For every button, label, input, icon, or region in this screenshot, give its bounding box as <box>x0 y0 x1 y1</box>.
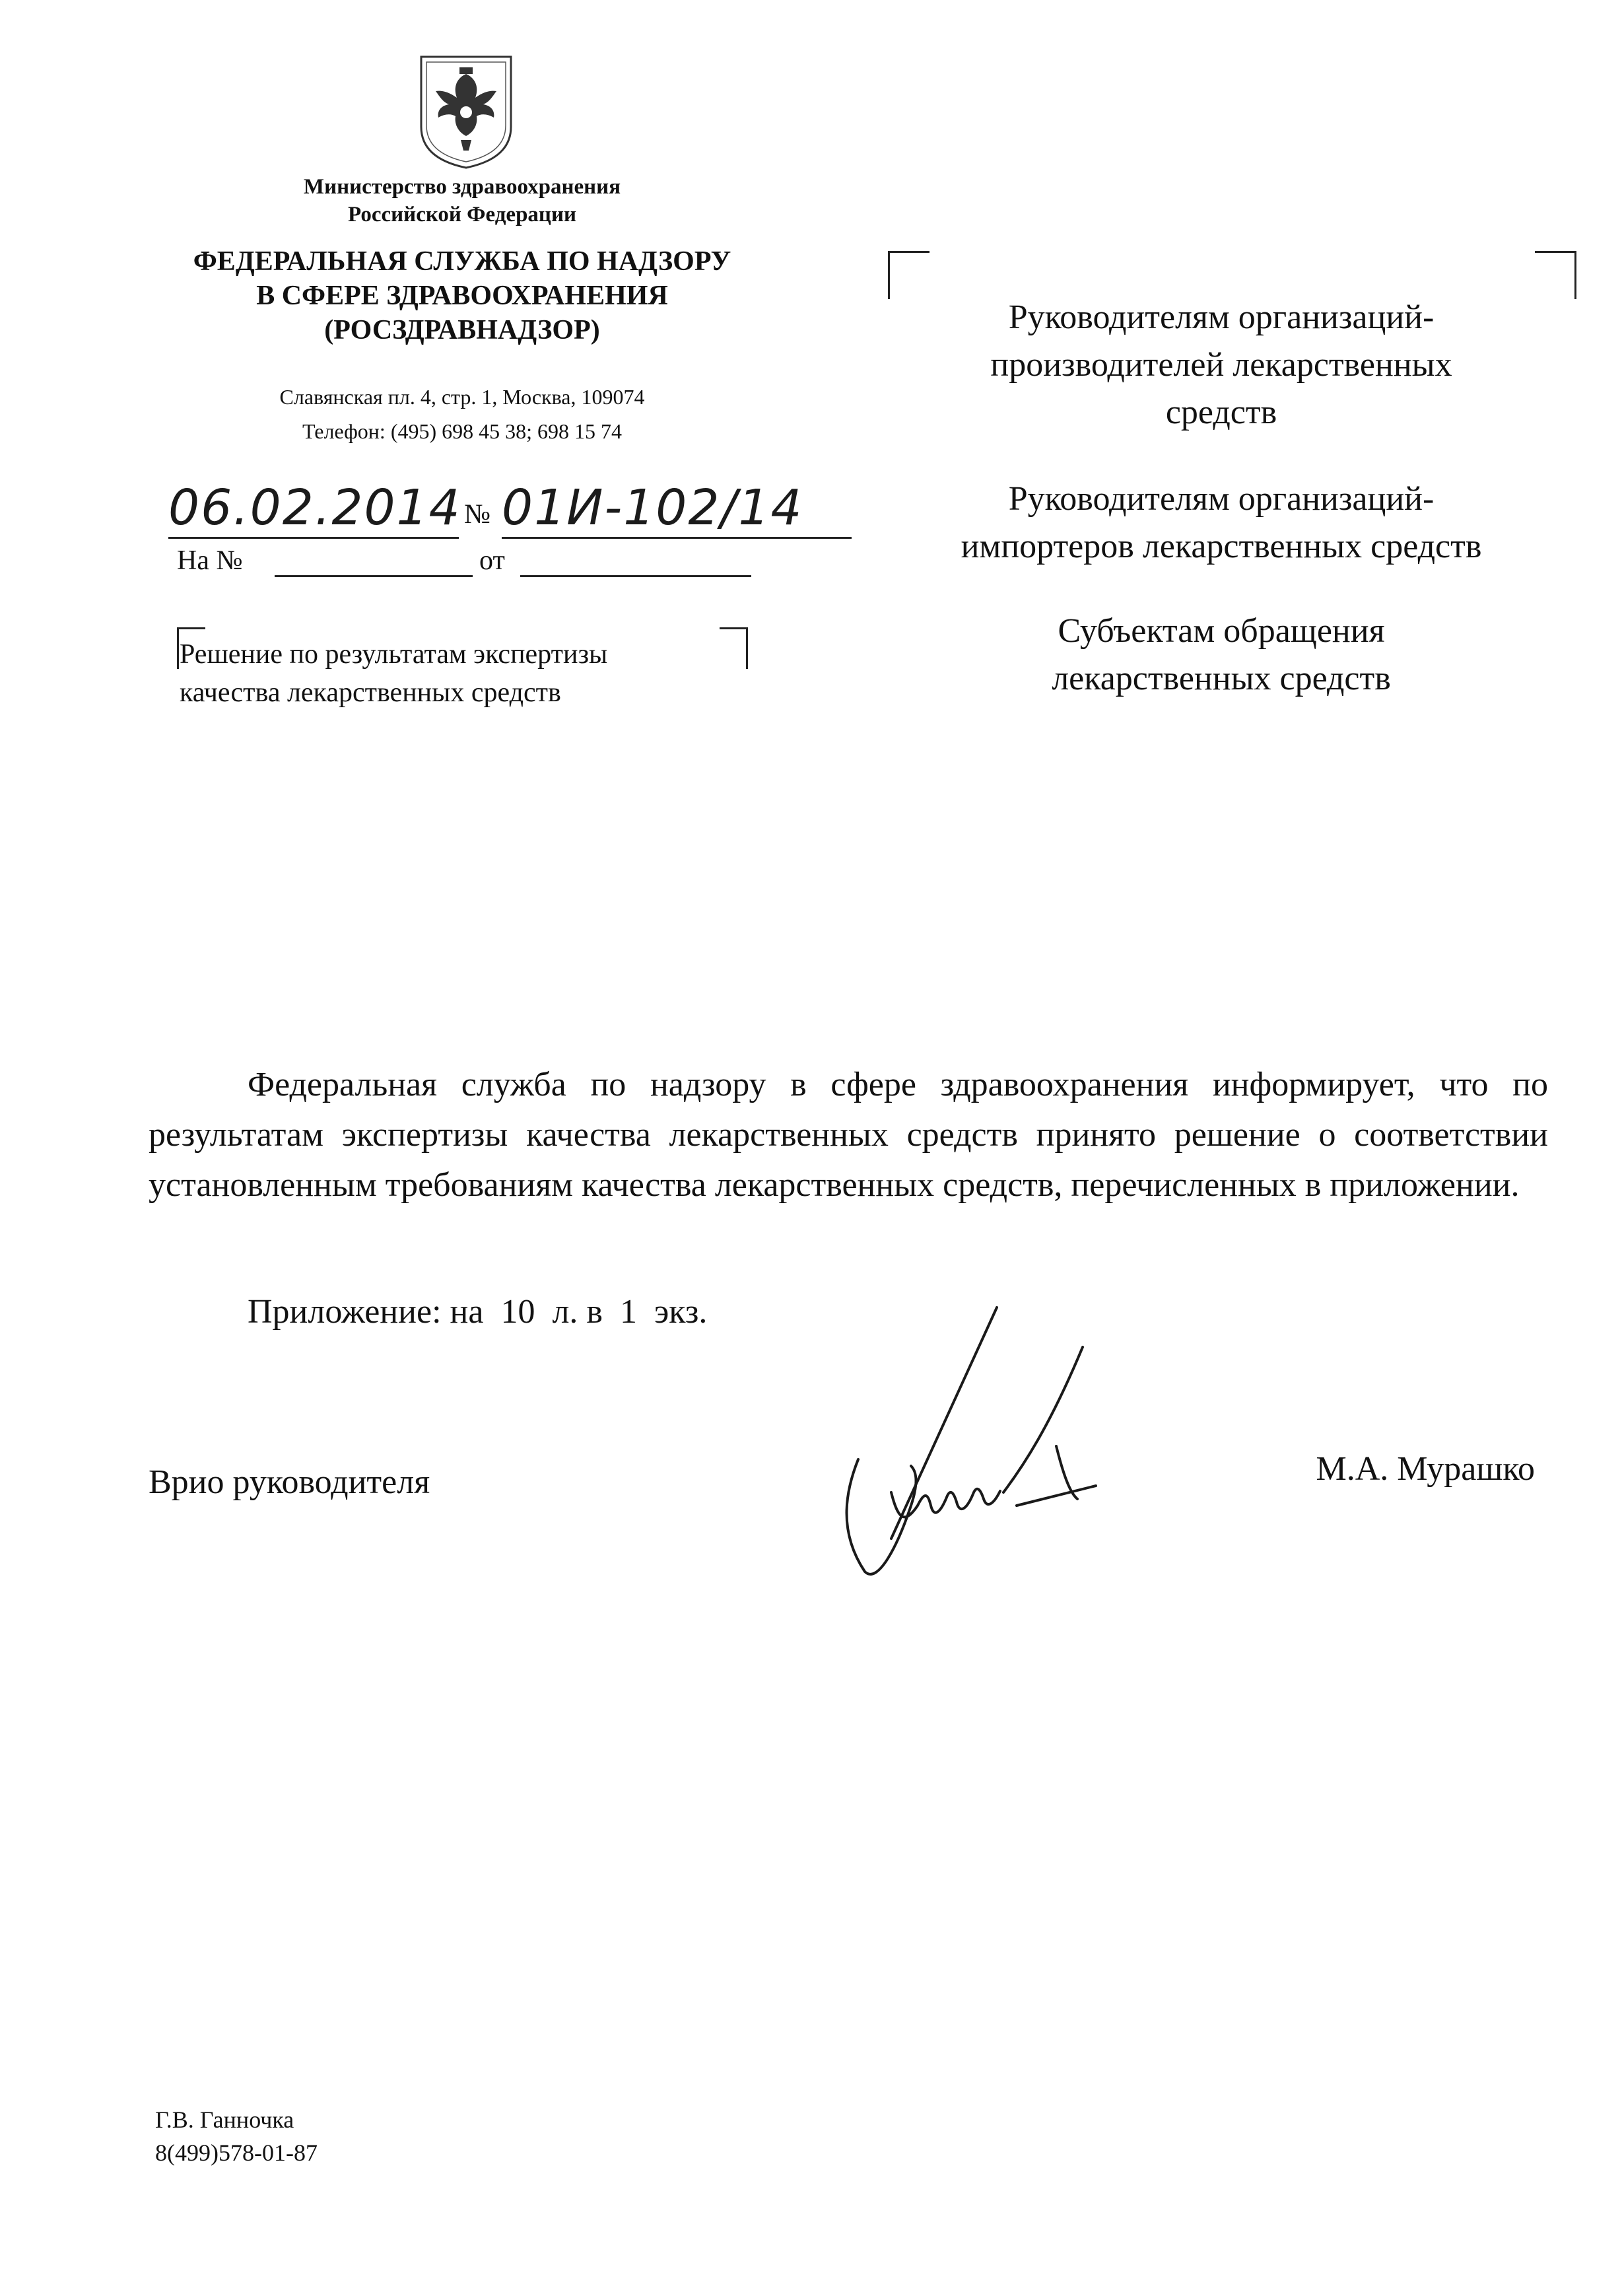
coat-of-arms-icon <box>413 48 519 170</box>
agency-line-3: (РОСЗДРАВНАДЗОР) <box>324 315 600 345</box>
signatory-name: М.А. Мурашко <box>1316 1450 1535 1488</box>
registration-number: 01И-102/14 <box>502 479 852 539</box>
addressee-corner-right <box>1535 251 1576 299</box>
number-sign: № <box>464 499 491 530</box>
agency-contacts <box>205 380 720 448</box>
addressee-corner-left <box>888 251 929 299</box>
letter-body <box>149 1060 1548 1210</box>
ref-from-label: от <box>479 545 505 576</box>
ref-number-label: На № <box>177 545 243 576</box>
handwritten-signature-icon <box>819 1294 1135 1605</box>
recipient-2-line-2: импортеров лекарственных средств <box>961 528 1482 565</box>
recipient-3-line-2: лекарственных средств <box>1052 660 1391 697</box>
recipient-1-line-3: средств <box>1165 394 1277 431</box>
executor-info <box>155 2103 485 2169</box>
agency-address: Славянская пл. 4, стр. 1, Москва, 109074 <box>279 385 645 409</box>
attachment-note: Приложение: на 10 л. в 1 экз. <box>248 1293 708 1331</box>
letter-subject <box>180 635 721 712</box>
ref-from-blank <box>520 575 751 577</box>
ministry-line-1: Министерство здравоохранения <box>303 175 621 199</box>
agency-name <box>158 244 766 347</box>
ref-number-blank <box>275 575 473 577</box>
recipient-block-3 <box>891 608 1551 703</box>
registration-date: 06.02.2014 <box>168 479 459 539</box>
recipient-block-1 <box>891 294 1551 436</box>
subject-line-1: Решение по результатам экспертизы <box>180 639 608 670</box>
recipient-1-line-2: производителей лекарственных <box>990 346 1452 384</box>
reference-line <box>177 545 758 584</box>
agency-line-1: ФЕДЕРАЛЬНАЯ СЛУЖБА ПО НАДЗОРУ <box>193 246 731 277</box>
body-paragraph: Федеральная служба по надзору в сфере здравоохранения информирует, что по результатам экспертизы качества лекарственных средств принято решение о соответствии установленным требованиям качества лекарственных средств, перечисленных в приложении. <box>149 1066 1548 1204</box>
ministry-name <box>218 173 706 228</box>
ministry-line-2: Российской Федерации <box>348 203 576 226</box>
subject-corner-right <box>720 627 748 669</box>
executor-phone: 8(499)578-01-87 <box>155 2139 318 2166</box>
agency-line-2: В СФЕРЕ ЗДРАВООХРАНЕНИЯ <box>256 281 668 311</box>
recipient-1-line-1: Руководителям организаций- <box>1008 298 1435 336</box>
recipient-block-2 <box>891 475 1551 571</box>
recipient-2-line-1: Руководителям организаций- <box>1008 480 1435 518</box>
recipient-3-line-1: Субъектам обращения <box>1058 612 1385 650</box>
executor-name: Г.В. Ганночка <box>155 2106 294 2133</box>
registration-line <box>168 479 895 551</box>
signatory-title: Врио руководителя <box>149 1463 430 1501</box>
agency-phone: Телефон: (495) 698 45 38; 698 15 74 <box>302 419 623 443</box>
subject-line-2: качества лекарственных средств <box>180 678 561 708</box>
